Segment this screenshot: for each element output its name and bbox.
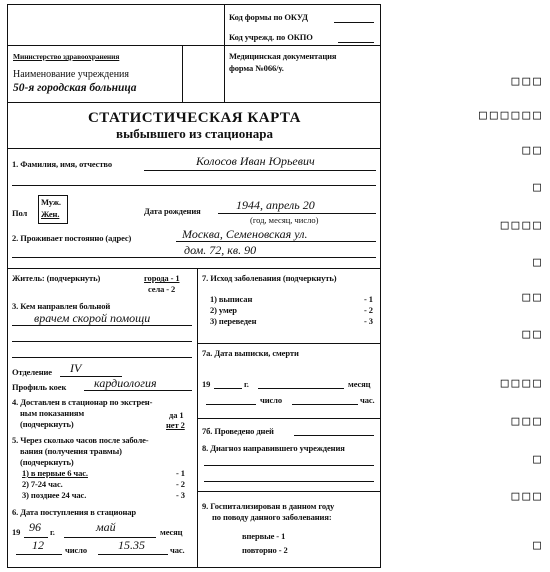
code-box-11[interactable]: □ [533,452,544,467]
field2-value1: Москва, Семеновская ул. [182,227,308,241]
code-box-2[interactable]: □□□□□□ [479,108,544,123]
code-box-7[interactable]: □□ [522,290,544,305]
field5-option3-num: - 3 [176,490,185,500]
field7-bottom-border [197,343,381,344]
field6-time: 15.35 [118,538,145,552]
field6-time-input[interactable] [98,554,168,555]
field7a-hour-input[interactable] [292,404,358,405]
field7-option2: 2) умер [210,305,237,315]
field6-month-label: месяц [160,527,183,537]
field3-value: врачем скорой помощи [34,311,151,325]
field7a-year-prefix: 19 [202,379,211,389]
field3-label: 3. Кем направлен больной [12,301,111,311]
header-divider [8,45,224,46]
field1-label: 1. Фамилия, имя, отчество [12,159,113,169]
okud-field[interactable] [334,22,374,23]
code-box-10[interactable]: □□□ [511,414,544,429]
field1-value: Колосов Иван Юрьевич [196,154,315,168]
field6-year: 96 [29,520,41,534]
field7a-day-label: число [260,395,282,405]
field7a-day-input[interactable] [206,404,256,405]
sex-label: Пол [12,208,28,218]
field1-input[interactable] [144,170,376,171]
bed-profile-value: кардиология [94,376,157,390]
okud-label: Код формы по ОКУД [229,12,308,22]
field7a-year-unit: г. [244,379,249,389]
header-right-divider [224,45,381,46]
header-small-divider [182,45,183,102]
department-label: Отделение [12,367,52,377]
code-box-4[interactable]: □ [533,180,544,195]
field8-input1[interactable] [204,465,374,466]
sex-female: Жен. [41,209,60,219]
institution-label: Наименование учреждения [13,69,130,80]
field7a-year-input[interactable] [214,388,242,389]
institution-value: 50-я городская больница [13,82,137,94]
ministry-label: Министерство здравоохранения [13,52,120,61]
field4-no: нет 2 [166,420,185,430]
field9-line2: по поводу данного заболевания: [212,512,332,522]
field3-input2[interactable] [12,341,192,342]
department-value: IV [70,361,82,375]
field8-bottom-border [197,491,381,492]
code-box-6[interactable]: □ [533,255,544,270]
field7a-bottom-border [197,418,381,419]
header-vertical-divider [224,5,225,102]
field6-month: май [96,520,116,534]
field8-input2[interactable] [204,481,374,482]
okpo-label: Код учрежд. по ОКПО [229,32,313,42]
field7b-input[interactable] [294,435,374,436]
sex-male: Муж. [41,197,61,207]
form-title: СТАТИСТИЧЕСКАЯ КАРТА [87,110,302,126]
field9-line1: 9. Госпитализирован в данном году [202,501,335,511]
field5-option1-num: - 1 [176,468,185,478]
dob-value: 1944, апрель 20 [236,198,315,212]
field7-option3-num: - 3 [364,316,373,326]
field5-line2: вания (получения травмы) [20,446,122,456]
title-bottom-border [8,148,381,149]
field4-line3: (подчеркнуть) [20,419,74,429]
field6-label: 6. Дата поступления в стационар [12,507,137,517]
field7a-label: 7а. Дата выписки, смерти [202,348,299,358]
split-top-border [8,268,381,269]
resident-label: Житель: (подчеркнуть) [12,273,101,283]
field8-label: 8. Диагноз направившего учреждения [202,443,345,453]
field7-option1-num: - 1 [364,294,373,304]
field1-extra-line[interactable] [12,185,376,186]
field2-value2: дом. 72, кв. 90 [184,243,257,257]
field4-line1: 4. Доставлен в стационар по экстрен- [12,397,153,407]
field7-label: 7. Исход заболевания (подчеркнуть) [202,273,337,283]
field4-line2: ным показаниям [20,408,85,418]
code-box-3[interactable]: □□ [522,143,544,158]
field7-option1: 1) выписан [210,294,253,304]
form-number-label: форма №066/у. [229,63,284,73]
field3-input3[interactable] [12,357,192,358]
okpo-field[interactable] [338,42,374,43]
field9-option2: повторно - 2 [242,545,288,555]
field6-year-unit: г. [50,527,55,537]
field7a-month-label: месяц [348,379,371,389]
code-box-8[interactable]: □□ [522,327,544,342]
field2-label: 2. Проживает постоянно (адрес) [12,233,132,243]
field7-option2-num: - 2 [364,305,373,315]
field6-day-input[interactable] [16,554,62,555]
field5-option2: 2) 7-24 час. [22,479,63,489]
dob-label: Дата рождения [144,206,201,216]
code-box-13[interactable]: □ [533,538,544,553]
field5-option2-num: - 2 [176,479,185,489]
field6-year-prefix: 19 [12,527,21,537]
dob-input[interactable] [218,213,376,214]
bed-profile-label: Профиль коек [12,382,67,392]
form-subtitle: выбывшего из стационара [116,126,273,141]
code-box-9[interactable]: □□□□ [500,376,544,391]
field7a-hour-label: час. [360,395,375,405]
dob-hint: (год, месяц, число) [250,215,319,225]
field7a-month-input[interactable] [258,388,344,389]
field7b-label: 7б. Проведено дней [202,426,274,436]
resident-village: села - 2 [148,284,176,294]
resident-city: города - 1 [144,273,180,283]
field5-line3: (подчеркнуть) [20,457,74,467]
field6-day: 12 [32,538,44,552]
field5-option3: 3) позднее 24 час. [22,490,87,500]
field7-option3: 3) переведен [210,316,257,326]
medical-doc-label: Медицинская документация [229,51,337,61]
code-box-5[interactable]: □□□□ [500,218,544,233]
title-top-border [8,102,381,103]
field6-time-label: час. [170,545,185,555]
code-box-12[interactable]: □□□ [511,489,544,504]
field4-yes: да 1 [169,410,184,420]
field5-option1: 1) в первые 6 час. [22,468,88,478]
field5-line1: 5. Через сколько часов после заболе- [12,435,149,445]
form-frame [7,4,381,568]
code-box-1[interactable]: □□□ [511,74,544,89]
field9-option1: впервые - 1 [242,531,286,541]
field6-day-label: число [65,545,87,555]
